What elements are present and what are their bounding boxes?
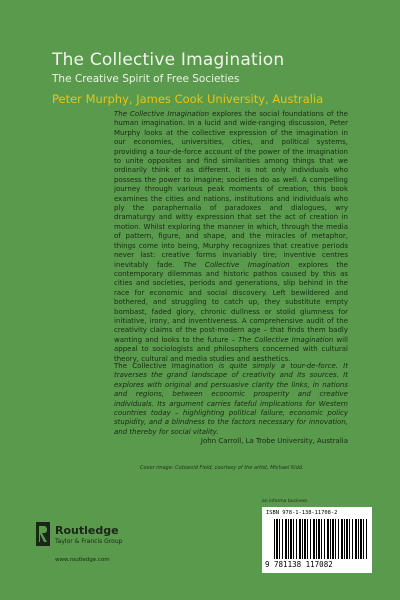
book-title: The Collective Imagination: [52, 50, 285, 70]
blurb-segment: explores the contemporary dilemmas and historic pathos caused by this as cities and societies, periods and generations, slip behind in the race for economic and social discovery. Left bewildered and bothered, and struggling to catch up, they substitute empty bombast, faded glory, chronic dullness or stolid glumness for initiative, irony, and inventiveness. A comprehensive audit of the creativity claims of the post-modern age – that finds them badly wanting and looks to the future –: [114, 260, 348, 344]
review-quote: [114, 362, 348, 447]
informa-imprint: an informa business: [262, 499, 308, 504]
barcode-panel: [262, 507, 372, 573]
barcode-digits: 9 781138 117082: [265, 560, 333, 569]
publisher-name: Routledge: [55, 524, 119, 537]
book-subtitle: The Creative Spirit of Free Societies: [52, 73, 240, 85]
blurb-title-ref: The Collective Imagination: [183, 260, 290, 269]
review-lead: The Collective Imagination: [114, 362, 214, 370]
publisher-website: www.routledge.com: [55, 557, 110, 563]
review-text: is quite simply a tour-de-force. It traverses the grand landscape of creativity and its sources. It explores with original and persuasive clarity the links, in nations and regions, between economic prosperity and creative individuals. Its argument carries fateful implications for Western countries today – highlighting political failure, economic policy stupidity, and a blindness to the factors necessary for innovation, and thereby for social vitality.: [114, 362, 348, 436]
blurb-segment: will appeal to sociologists and philosophers concerned with cultural theory, cultural and media studies and aesthetics.: [114, 335, 348, 363]
blurb-title-ref: The Collective Imagination: [238, 335, 334, 344]
blurb-text: [114, 110, 348, 364]
blurb-title-ref: The Collective Imagination: [114, 110, 210, 118]
routledge-logo-icon: [36, 522, 50, 546]
publisher-group: Taylor & Francis Group: [55, 538, 123, 545]
blurb-segment: explores the social foundations of the human imagination. In a lucid and wide-ranging discussion, Peter Murphy looks at the collective expression of the imagination in our economies, universities, cities, and political systems, providing a tour-de-force account of the power of the imagination to unite opposites and find similarities among things that we ordinarily think of as different. It is not only individuals who possess the power to imagine; societies do as well. A compelling journey through various peak moments of creation, this book examines the cities and nations, institutions and individuals who ply the paraphernalia of paradoxes and dialogues, wry dramaturgy and witty expression that set the act of creation in motion. Whilst exploring the manner in which, through the media of pattern, figure, and shape, and the miracles of metaphor, things come into being, Murphy recognizes that creative periods never last: creative forms invariably tire; inventive centres inevitably fade.: [114, 110, 348, 269]
barcode-icon: [274, 519, 368, 559]
author-line: Peter Murphy, James Cook University, Australia: [52, 92, 324, 106]
isbn-label: ISBN 978-1-138-11708-2: [266, 510, 338, 516]
cover-image-credit: Cover image: Cotswold Field, courtesy of the artist, Michael Kidd.: [140, 465, 304, 471]
reviewer-credit: John Carroll, La Trobe University, Australia: [200, 437, 348, 446]
